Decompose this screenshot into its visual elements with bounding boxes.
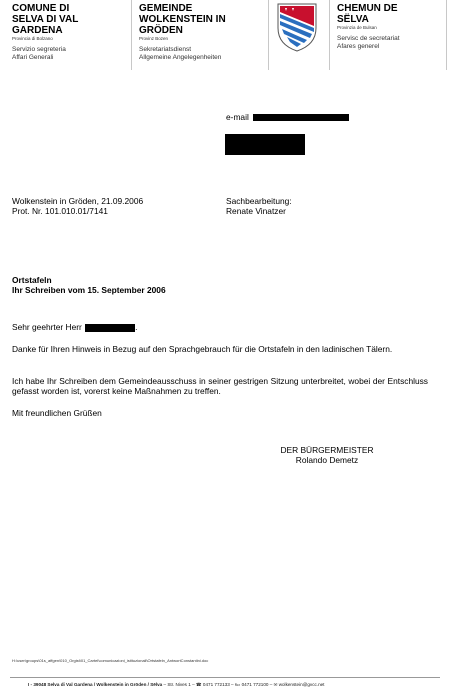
footer-phone: ☎ 0471 772133 <box>195 682 230 687</box>
protocol-number: Prot. Nr. 101.010.01/7141 <box>12 206 108 216</box>
header-divider <box>446 0 447 70</box>
redacted-email <box>253 114 349 121</box>
municipality-name-line2: WOLKENSTEIN IN GRÖDEN <box>139 14 226 36</box>
letter-meta-right <box>226 196 292 216</box>
municipality-name-line1: CHEMUN DE <box>337 3 398 14</box>
closing: Mit freundlichen Grüßen <box>12 408 102 418</box>
department-line1: Servisc de secretariat <box>337 35 400 42</box>
handler-label: Sachbearbeitung: <box>226 196 292 206</box>
municipality-name-line2: SELVA DI VAL GARDENA <box>12 14 79 36</box>
province-label: Provinz Bozen <box>139 36 169 41</box>
municipality-name-line1: COMUNE DI <box>12 3 70 14</box>
email-line <box>226 112 349 122</box>
place-date: Wolkenstein in Gröden, 21.09.2006 <box>12 196 144 206</box>
department-line2: Affari Generali <box>12 53 54 61</box>
department-line2: Afares generel <box>337 42 380 50</box>
footer-address: I - 39048 Selva di Val Gardena / Wolkenstein in Gröden / Sëlva <box>28 682 163 687</box>
redacted-recipient-block <box>225 134 305 155</box>
municipality-name-line2: SËLVA <box>337 14 369 25</box>
redacted-name <box>85 324 135 332</box>
salutation: Sehr geehrter Herr . <box>12 322 138 332</box>
province-label: Provinzia de Bulsan <box>337 25 377 30</box>
municipality-name-line1: GEMEINDE <box>139 3 193 14</box>
signature-block <box>262 445 392 465</box>
header-divider <box>268 0 269 70</box>
subject-line1: Ortstafeln <box>12 275 52 285</box>
paragraph-2: Ich habe Ihr Schreiben dem Gemeindeausschuss in seiner gestrigen Sitzung unterbreitet, wobei der Entschluss gefasst worden ist, vorerst keine Maßnahmen zu treffen. <box>12 376 428 396</box>
handler-name: Renate Vinatzer <box>226 206 286 216</box>
header-col-ladin <box>337 3 442 50</box>
header-divider <box>329 0 330 70</box>
department-line2: Allgemeine Angelegenheiten <box>139 53 222 61</box>
letter-subject <box>12 275 166 295</box>
footer-street: – Str. Nives 1 – <box>162 682 196 687</box>
footer-rule <box>10 677 440 678</box>
email-label: e-mail <box>226 112 249 122</box>
signature-title: DER BÜRGERMEISTER <box>280 445 374 455</box>
header-divider <box>131 0 132 70</box>
file-path: H:\user\groups\01s_affgen\010_Orgist\01_Cartel\comunicazioni_istituzionali\Ortstafeln_AntwortConstantini.doc <box>12 658 209 663</box>
salutation-text: Sehr geehrter Herr <box>12 322 82 332</box>
department-line1: Servizio segreteria <box>12 46 66 53</box>
footer-email: ✉ wolkenstein@gvcc.net <box>273 682 325 687</box>
letter-meta-left <box>12 196 143 216</box>
coat-of-arms-icon <box>276 2 318 52</box>
subject-line2: Ihr Schreiben vom 15. September 2006 <box>12 285 166 295</box>
footer-address-line: I - 39048 Selva di Val Gardena / Wolkenstein in Gröden / Sëlva – Str. Nives 1 – ☎ 0471 772133 – ℻ 0471 772100 – ✉ wolkenstein@gvcc.net <box>28 682 325 687</box>
header-col-german <box>139 3 269 61</box>
department-line1: Sekretariatsdienst <box>139 46 192 53</box>
signature-name: Rolando Demetz <box>295 455 359 465</box>
footer-fax: ℻ 0471 772100 <box>234 682 269 687</box>
header-col-italian <box>12 3 127 61</box>
province-label: Provincia di Bolzano <box>12 36 53 41</box>
paragraph-1: Danke für Ihren Hinweis in Bezug auf den Sprachgebrauch für die Ortstafeln in den ladinischen Tälern. <box>12 344 393 354</box>
